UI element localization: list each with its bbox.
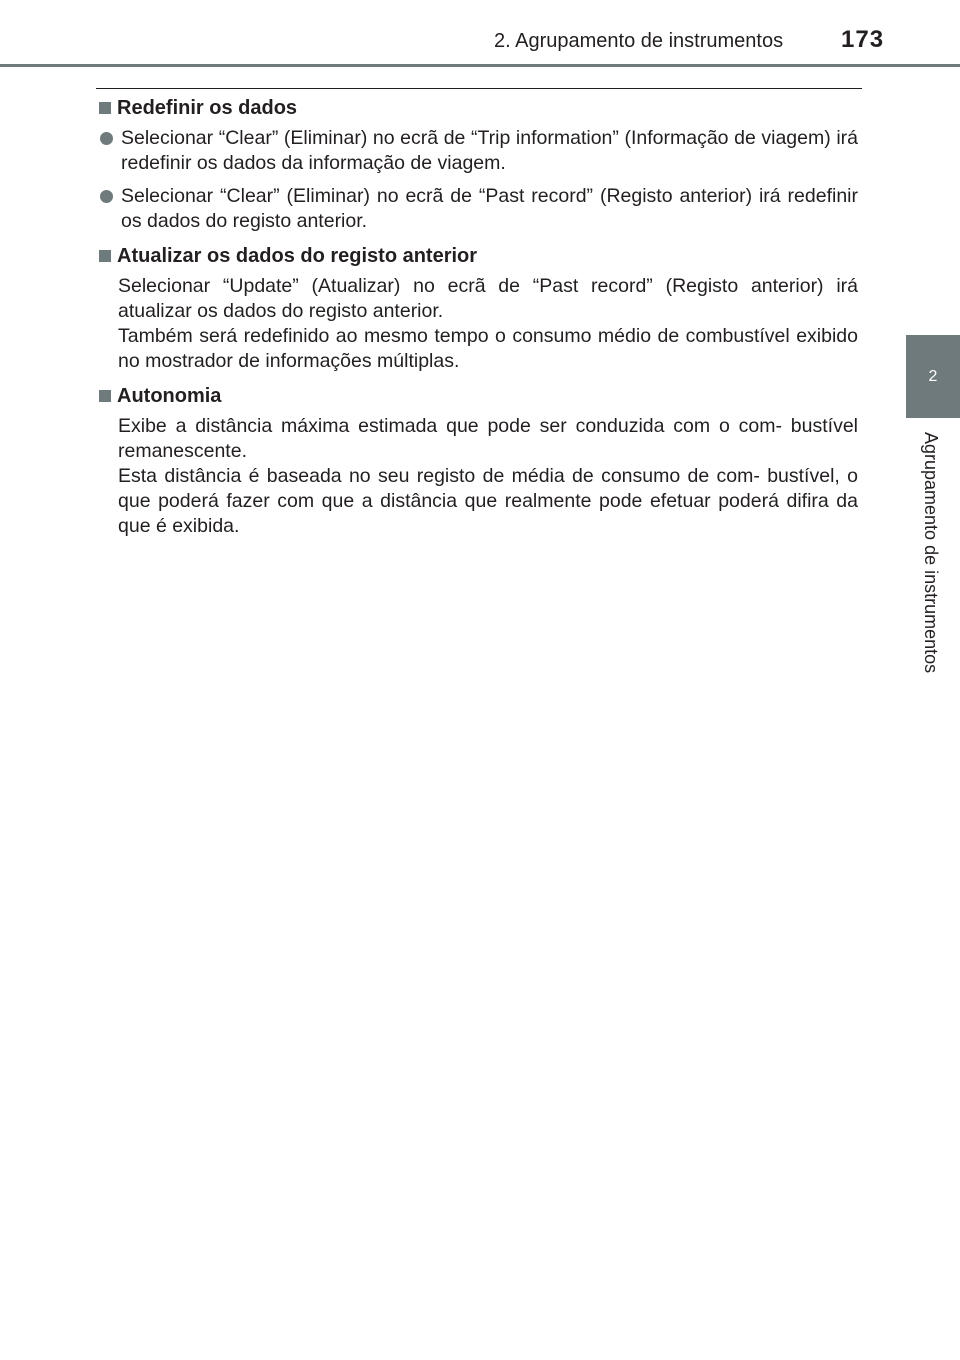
list-item-text: Selecionar “Clear” (Eliminar) no ecrã de “Trip information” (Informação de viagem) irá redefinir os dados da informação de viagem.: [121, 127, 858, 174]
section-heading: [96, 382, 858, 410]
header-divider: [0, 64, 960, 67]
square-bullet-icon: [99, 390, 111, 402]
section-heading-text: Redefinir os dados: [117, 96, 298, 119]
content-divider: [96, 88, 862, 89]
list-item: [96, 184, 858, 234]
section-autonomia: [96, 382, 858, 539]
paragraph: Exibe a distância máxima estimada que pode ser conduzida com o com- bustível remanescente.: [118, 415, 858, 462]
chapter-tab: [906, 335, 960, 418]
section-atualizar: [96, 242, 858, 374]
square-bullet-icon: [99, 102, 111, 114]
section-redefinir: [96, 94, 858, 234]
list-item: [96, 126, 858, 176]
paragraph: Esta distância é baseada no seu registo de média de consumo de com- bustível, o que poderá fazer com que a distância que realmente pode efetuar poderá difira da que é exibida.: [118, 465, 858, 537]
section-heading-text: Atualizar os dados do registo anterior: [117, 244, 478, 267]
chapter-tab-number: 2: [928, 367, 938, 385]
square-bullet-icon: [99, 250, 111, 262]
list-item-text: Selecionar “Clear” (Eliminar) no ecrã de “Past record” (Registo anterior) irá redefinir os dados do registo anterior.: [121, 185, 858, 232]
paragraph: Também será redefinido ao mesmo tempo o consumo médio de combustível exibido no mostrador de informações múltiplas.: [118, 325, 858, 372]
section-heading: [96, 94, 858, 122]
circle-bullet-icon: [100, 190, 113, 203]
section-heading-text: Autonomia: [117, 384, 222, 407]
section-heading: [96, 242, 858, 270]
page-number: 173: [841, 26, 885, 53]
page-content: [96, 94, 858, 547]
circle-bullet-icon: [100, 132, 113, 145]
paragraph: Selecionar “Update” (Atualizar) no ecrã de “Past record” (Registo anterior) irá atualizar os dados do registo anterior.: [118, 275, 858, 322]
chapter-tab-label: Agrupamento de instrumentos: [921, 432, 941, 674]
chapter-title: 2. Agrupamento de instrumentos: [494, 30, 784, 52]
